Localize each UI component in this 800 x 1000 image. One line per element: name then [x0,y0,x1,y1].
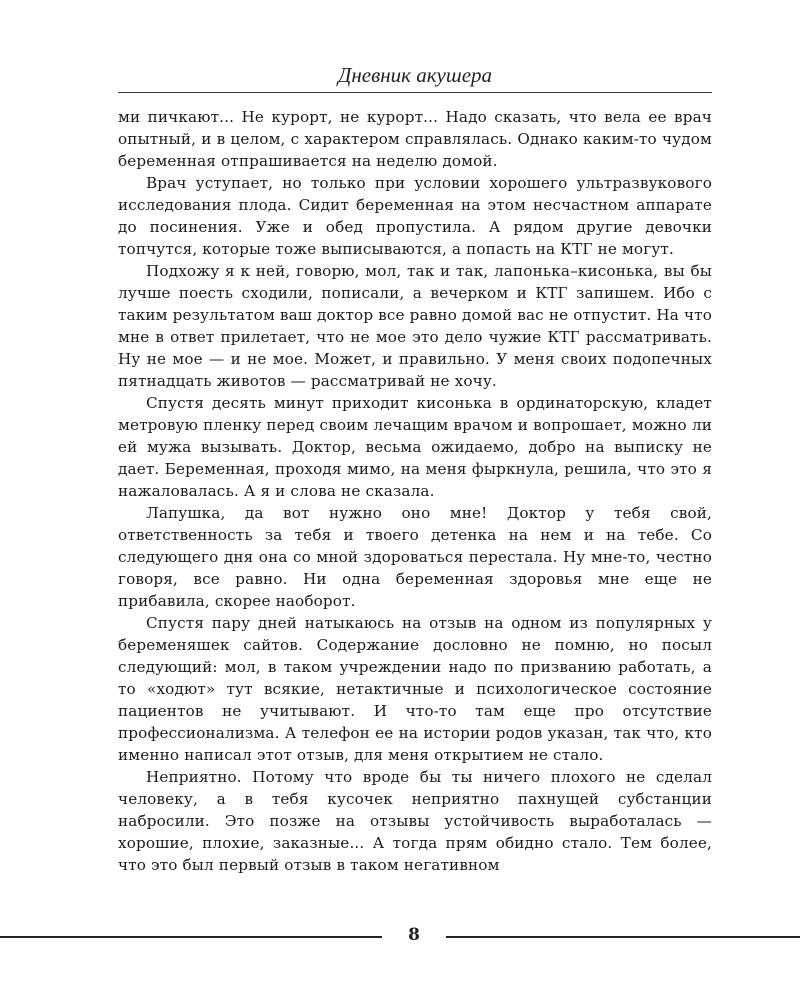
running-head-title: Дневник акушера [337,63,493,87]
page-body-text [118,106,712,876]
paragraph-5: Лапушка, да вот нужно оно мне! Доктор у тебя свой, ответственность за тебя и твоего детенка на нем и на тебе. Со следующего дня она со мной здороваться перестала. Ну мне-то, честно говоря, все равно. Ни одна беременная здоровья мне еще не прибавила, скорее наоборот. [118,504,712,610]
paragraph-3: Подхожу я к ней, говорю, мол, так и так, лапонька–кисонька, вы бы лучше поесть сходили, пописали, а вечерком и КТГ запишем. Ибо с таким результатом ваш доктор все равно домой вас не отпустит. На что мне в ответ прилетает, что не мое это дело чужие КТГ рассматривать. Ну не мое — и не мое. Может, и правильно. У меня своих подопечных пятнадцать животов — рассматривай не хочу. [118,262,713,390]
header-rule [118,92,712,93]
paragraph-6: Спустя пару дней натыкаюсь на отзыв на одном из популярных у беременяшек сайтов. Содержание дословно не помню, но посыл следующий: мол, в таком учреждении надо по призванию работать, а то «ходют» тут всякие, нетактичные и психологическое состояние пациентов не учитывают. И что-то там еще про отсутствие профессионализма. А телефон ее на истории родов указан, так что, кто именно написал этот отзыв, для меня открытием не стало. [118,614,712,764]
paragraph-7: Неприятно. Потому что вроде бы ты ничего плохого не сделал человеку, а в тебя кусочек неприятно пахнущей субстанции набросили. Это позже на отзывы устойчивость выработалась — хорошие, плохие, заказные... А тогда прям обидно стало. Тем более, что это был первый отзыв в таком негативном [118,768,712,874]
paragraph-1: ми пичкают... Не курорт, не курорт... Надо сказать, что вела ее врач опытный, и в целом, с характером справлялась. Однако каким-то чудом беременная отпрашивается на неделю домой. [118,108,712,170]
footer-rule-left [0,936,382,938]
page-number: 8 [408,925,420,945]
footer-rule-right [446,936,800,938]
paragraph-4: Спустя десять минут приходит кисонька в ординаторскую, кладет метровую пленку перед своим лечащим врачом и вопрошает, можно ли ей мужа вызывать. Доктор, весьма ожидаемо, добро на выписку не дает. Беременная, проходя мимо, на меня фыркнула, решила, что это я нажаловалась. А я и слова не сказала. [118,394,712,500]
paragraph-2: Врач уступает, но только при условии хорошего ультразвукового исследования плода. Сидит беременная на этом несчастном аппарате до посинения. Уже и обед пропустила. А рядом другие девочки топчутся, которые тоже выписываются, а попасть на КТГ не могут. [118,174,712,258]
